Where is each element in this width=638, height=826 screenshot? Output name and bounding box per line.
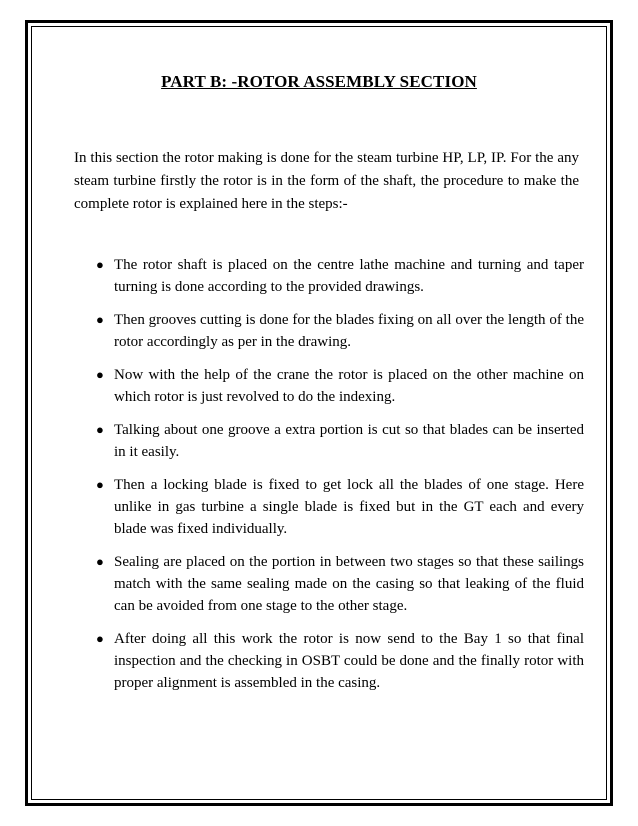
step-text: Talking about one groove a extra portion is cut so that blades can be inserted in it easily. — [114, 422, 584, 460]
step-text: After doing all this work the rotor is now send to the Bay 1 so that final inspection and the checking in OSBT could be done and the finally rotor with proper alignment is assembled in the casing. — [114, 631, 584, 691]
bullet-icon: ● — [96, 367, 104, 382]
bullet-icon: ● — [96, 312, 104, 327]
bullet-icon: ● — [96, 257, 104, 272]
step-text: Then a locking blade is fixed to get lock all the blades of one stage. Here unlike in gas turbine a single blade is fixed but in the GT each and every blade was fixed individually. — [114, 477, 584, 537]
bullet-icon: ● — [96, 631, 104, 646]
list-item — [96, 364, 584, 408]
step-text: The rotor shaft is placed on the centre lathe machine and turning and taper turning is done according to the provided drawings. — [114, 257, 584, 295]
step-text: Now with the help of the crane the rotor is placed on the other machine on which rotor is just revolved to do the indexing. — [114, 367, 584, 405]
bullet-icon: ● — [96, 554, 104, 569]
intro-paragraph: In this section the rotor making is done for the steam turbine HP, LP, IP. For the any steam turbine firstly the rotor is in the form of the shaft, the procedure to make the complete rotor is explained here in the steps:- — [74, 150, 579, 212]
bullet-icon: ● — [96, 477, 104, 492]
section-title: PART B: -ROTOR ASSEMBLY SECTION — [161, 72, 477, 91]
step-text: Sealing are placed on the portion in between two stages so that these sailings match with the same sealing made on the casing so that leaking of the fluid can be avoided from one stage to the other stage. — [114, 554, 584, 614]
list-item — [96, 474, 584, 540]
steps-list — [92, 254, 584, 705]
step-text: Then grooves cutting is done for the blades fixing on all over the length of the rotor accordingly as per in the drawing. — [114, 312, 584, 350]
list-item — [96, 419, 584, 463]
bullet-icon: ● — [96, 422, 104, 437]
list-item — [96, 254, 584, 298]
list-item — [96, 628, 584, 694]
list-item — [96, 551, 584, 617]
list-item — [96, 309, 584, 353]
